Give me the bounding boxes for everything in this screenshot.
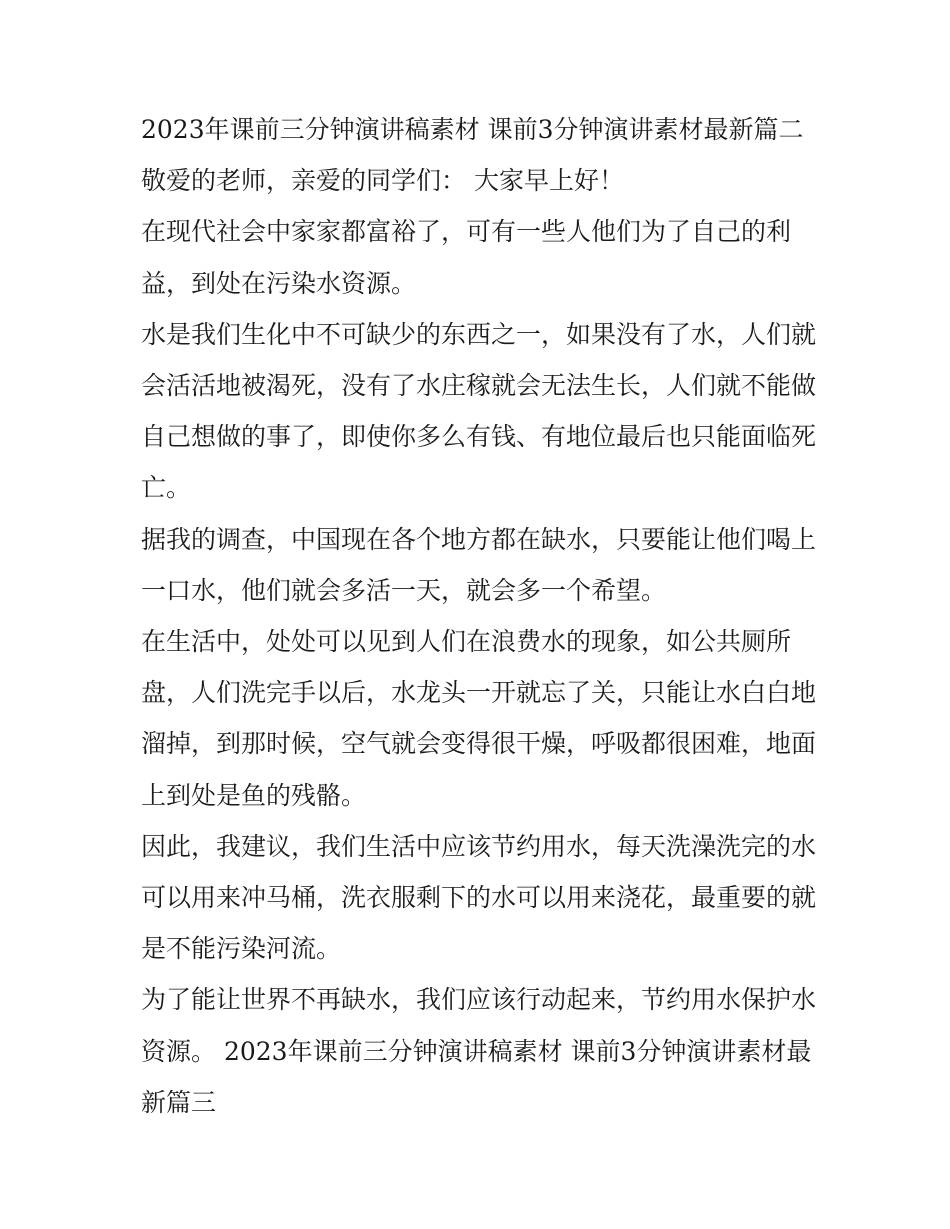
paragraph-greeting: 敬爱的老师，亲爱的同学们： 大家早上好！ [141, 166, 624, 196]
paragraph: 因此，我建议，我们生活中应该节约用水，每天洗澡洗完的水可以用来冲马桶，洗衣服剩下的水可以用来浇花，最重要的就是不能污染河流。 [141, 831, 817, 964]
paragraph: 在生活中，处处可以见到人们在浪费水的现象，如公共厕所盘，人们洗完手以后，水龙头一开就忘了关，只能让水白白地溜掉，到那时候，空气就会变得很干燥，呼吸都很困难，地面上到处是鱼的残骼。 [141, 627, 817, 810]
paragraph: 水是我们生化中不可缺少的东西之一，如果没有了水，人们就会活活地被渴死，没有了水庄稼就会无法生长，人们就不能做自己想做的事了，即使你多么有钱、有地位最后也只能面临死亡。 [141, 319, 817, 503]
paragraph-title: 2023年课前三分钟演讲稿素材 课前3分钟演讲素材最新篇二 [141, 115, 804, 144]
paragraph: 为了能让世界不再缺水，我们应该行动起来，节约用水保护水资源。 2023年课前三分钟演讲稿素材 课前3分钟演讲素材最新篇三 [141, 985, 817, 1117]
paragraph: 据我的调查，中国现在各个地方都在缺水，只要能让他们喝上一口水，他们就会多活一天，就会多一个希望。 [141, 524, 817, 605]
document-body [141, 104, 821, 1128]
paragraph: 在现代社会中家家都富裕了，可有一些人他们为了自己的利益，到处在污染水资源。 [141, 217, 792, 298]
